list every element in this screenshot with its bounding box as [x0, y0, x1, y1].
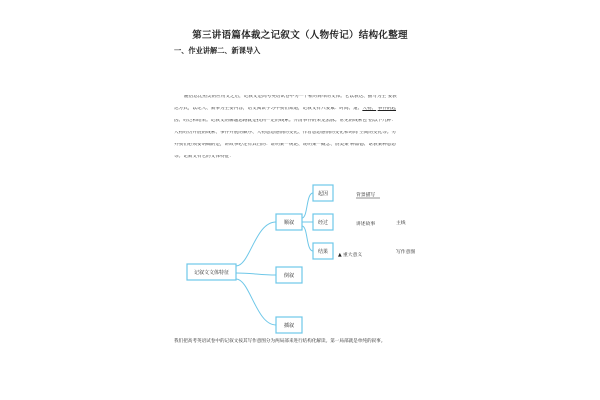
paragraph-line: 因、经过和结果。记叙文的解题思路就是找到一定的线索。弄清事件的来龙去脉。常见的线索包 括以下几种：	[174, 119, 396, 124]
page-title: 第三讲语篇体裁之记叙文（人物传记）结构化整理	[192, 30, 408, 41]
branch-node-label: 顺叙	[283, 220, 295, 226]
annotation-text: 写作意图	[396, 250, 416, 255]
paragraph-line: 等。记叙文有它的文体特征：	[174, 155, 234, 160]
annotation-text: 讲述故事	[356, 222, 376, 227]
paragraph-line: 随信息比照类的应用文之后，记叙文是高考英语试卷中另一个相对简单的文体。它以表达、描写为主 要表	[184, 95, 397, 99]
paragraph-line: 外我们必须要明确的是，讲故事必定有其目的：证明某一规论、说明某一概念、赞美某 种品德、讴表某种思想	[174, 143, 396, 148]
sub-node-label: 结果	[317, 249, 329, 255]
root-node-label: 记叙文文体特征	[193, 270, 230, 276]
sub-node-label: 经过	[317, 220, 329, 226]
underlined-phrase: 事件的起	[377, 107, 397, 112]
paragraph-line: 人物经历开展的线索、事件开展的顺序、人物思想感情的变化、作者思想感情的变化和时间 空间的变化等。另	[174, 131, 396, 136]
connector-shunxu-qiyin	[302, 193, 313, 218]
annotation-text: 背景描写	[356, 193, 376, 198]
paragraph-line: 达方式，以记人、叙事为主要内容，语文阅读学习中我们知道，记叙文有六要素：时间、道、人物、 事件的起	[174, 107, 397, 112]
connector-root-chaxu	[236, 279, 276, 325]
annotation-text: 主线	[396, 221, 406, 226]
connector-root-shunxu	[236, 222, 276, 266]
connector-root-daoxu	[236, 273, 276, 275]
underlined-phrase: 人物、	[362, 107, 377, 112]
branch-node-label: 倒叙	[283, 273, 295, 279]
annotation-bullet: ▲	[338, 253, 342, 258]
section-heading: 一、作业讲解二、新课导入	[174, 46, 261, 55]
connector-shunxu-jieguo	[302, 226, 313, 251]
branch-node-label: 插叙	[283, 323, 295, 329]
annotation-text: 重大意义	[343, 253, 363, 258]
footer-paragraph: 我们把高考英语试卷中的记叙文按其写作意图分为两局部来进行结构化解读。第一局部就是单纯的叙事。	[174, 339, 386, 344]
sub-node-label: 起因	[317, 191, 329, 197]
